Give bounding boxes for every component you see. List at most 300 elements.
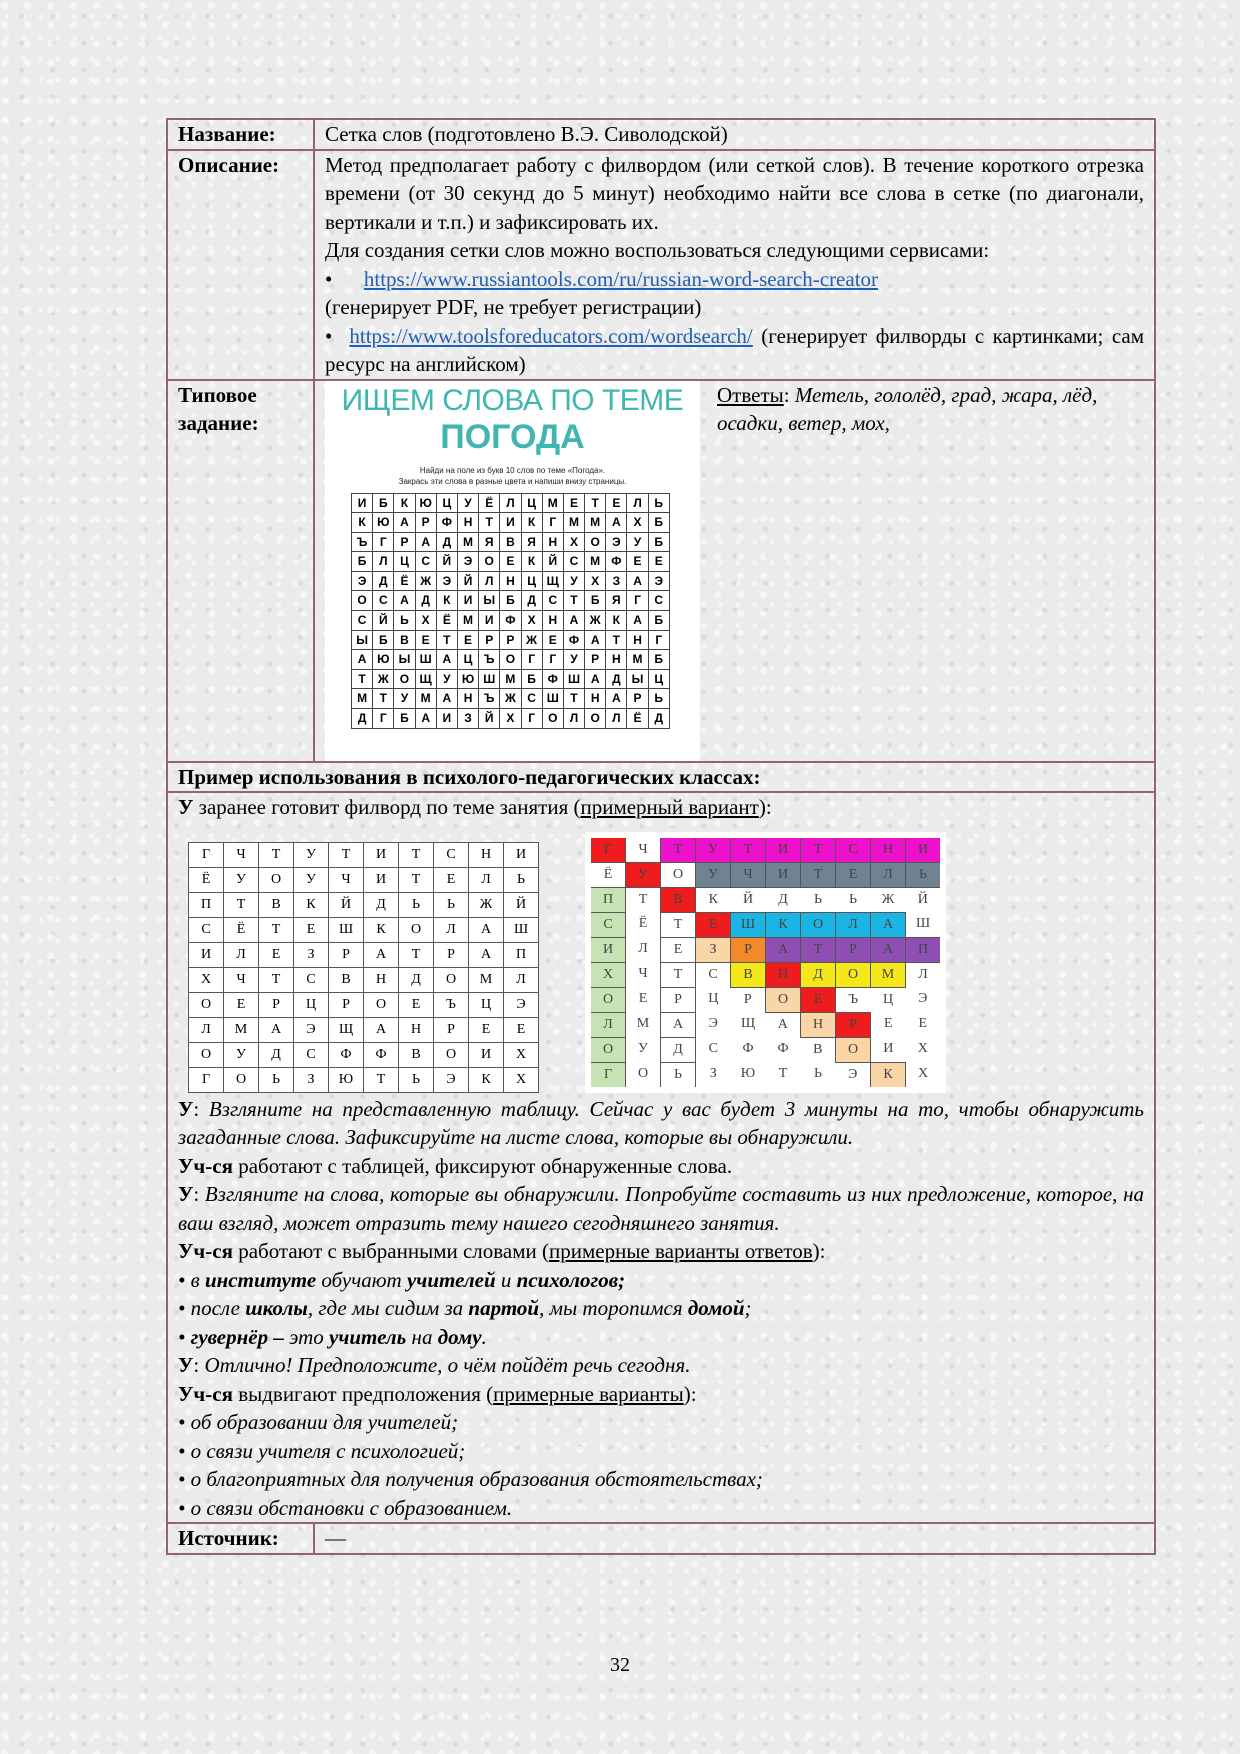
solved-grid-cell: Л — [638, 941, 648, 956]
plain-grid-cell: Н — [399, 1017, 434, 1042]
solved-grid-cell: Н — [871, 835, 906, 863]
weather-grid-cell: Ю — [373, 513, 394, 533]
weather-grid-cell: Ы — [627, 669, 648, 689]
weather-grid-cell: Ш — [415, 650, 436, 670]
weather-grid-cell: А — [415, 709, 436, 729]
weather-grid-cell: Е — [542, 630, 563, 650]
weather-grid-cell: Ф — [436, 513, 457, 533]
weather-grid-cell: Т — [563, 591, 584, 611]
row-example-header — [167, 762, 1155, 793]
weather-grid-cell: К — [394, 493, 415, 513]
plain-grid-cell: К — [469, 1067, 504, 1092]
plain-grid-cell: З — [294, 1067, 329, 1092]
plain-grid-cell: Ц — [469, 992, 504, 1017]
row-example-body — [167, 792, 1155, 1523]
plain-grid-cell: И — [364, 867, 399, 892]
plain-grid-cell: Н — [364, 967, 399, 992]
weather-grid-row — [352, 493, 670, 513]
plain-grid-cell: Х — [504, 1067, 539, 1092]
solved-grid-cell: Ъ — [848, 991, 859, 1007]
solved-grid-cell: Л — [836, 912, 871, 937]
plain-grid-cell: И — [469, 1042, 504, 1067]
task-subtitle-line1: Найди на поле из букв 10 слов по теме «Погода». — [419, 465, 606, 475]
solved-grid-cell: С — [836, 835, 871, 863]
solved-grid-cell: Т — [661, 835, 696, 863]
plain-grid-cell: М — [469, 967, 504, 992]
weather-grid-cell: Ы — [394, 650, 415, 670]
weather-grid-cell: Ц — [648, 669, 669, 689]
weather-grid-cell: Я — [606, 591, 627, 611]
plain-grid-row — [189, 1067, 539, 1092]
solved-grid-cell: О — [672, 866, 684, 882]
plain-grid-cell: И — [364, 842, 399, 867]
weather-grid-cell: Щ — [415, 669, 436, 689]
weather-grid-cell: И — [436, 709, 457, 729]
solved-grid-cell: Ш — [915, 916, 931, 931]
weather-grid-cell: Т — [352, 669, 373, 689]
weather-grid-cell: Й — [373, 611, 394, 631]
weather-grid-cell: В — [500, 532, 521, 552]
plain-grid-cell: Т — [399, 867, 434, 892]
solved-grid-cell: О — [588, 987, 626, 1012]
plain-grid-cell: К — [364, 917, 399, 942]
solved-grid-cell: А — [871, 912, 906, 937]
plain-grid-cell: А — [364, 1017, 399, 1042]
solved-grid-cell: Л — [871, 862, 906, 887]
solved-grid-row — [588, 1062, 943, 1090]
solved-grid-cell: У — [638, 1041, 648, 1056]
plain-grid-cell: Ч — [224, 967, 259, 992]
solved-grid-cell: О — [588, 1037, 626, 1062]
weather-grid-cell: Й — [457, 571, 478, 591]
plain-grid-row — [189, 1017, 539, 1042]
weather-grid-cell: Ю — [457, 669, 478, 689]
solved-grid-cell: В — [661, 887, 696, 912]
solved-grid-cell: Т — [778, 1066, 788, 1081]
solved-grid-cell: Т — [801, 937, 836, 962]
weather-grid-cell: К — [521, 513, 542, 533]
solved-wordsearch-grid — [585, 832, 946, 1093]
description-text: Метод предполагает работу с филвордом (или сеткой слов). В течение короткого отрезка времени (от 30 секунд до 5 минут) необходимо найти все слова в сетке (по диагонали, вертикали и т.п.) и зафиксировать их. — [325, 152, 1144, 234]
weather-grid-cell: Э — [606, 532, 627, 552]
weather-grid-cell: Д — [373, 571, 394, 591]
weather-grid-cell: С — [352, 611, 373, 631]
weather-grid-cell: Ц — [394, 552, 415, 572]
weather-grid-cell: Ж — [415, 571, 436, 591]
weather-grid-cell: Л — [606, 709, 627, 729]
solved-grid-cell: Е — [638, 991, 648, 1006]
solved-grid-cell: Ь — [906, 862, 944, 887]
teacher-line-3: У: Отлично! Предположите, о чём пойдёт речь сегодня. — [178, 1353, 691, 1377]
weather-grid-cell: С — [521, 689, 542, 709]
solved-grid-cell: Ь — [813, 1066, 823, 1081]
plain-grid-cell: У — [224, 867, 259, 892]
weather-grid-cell: Л — [479, 571, 500, 591]
plain-grid-cell: О — [434, 967, 469, 992]
weather-grid-cell: Т — [373, 689, 394, 709]
solved-grid-row — [588, 987, 943, 1012]
service-link-1[interactable]: https://www.russiantools.com/ru/russian-word-search-creator — [363, 266, 879, 291]
solved-grid-cell: С — [708, 1041, 718, 1056]
weather-grid-cell: Я — [479, 532, 500, 552]
plain-grid-cell: Т — [259, 917, 294, 942]
plain-grid-cell: Ж — [469, 892, 504, 917]
plain-grid-row — [189, 892, 539, 917]
weather-grid-cell: М — [585, 552, 606, 572]
services-intro: Для создания сетки слов можно воспользоваться следующими сервисами: — [325, 238, 990, 262]
weather-grid-cell: Э — [457, 552, 478, 572]
weather-grid-cell: Ъ — [479, 689, 500, 709]
weather-grid-cell: Г — [373, 709, 394, 729]
weather-grid-cell: Ф — [606, 552, 627, 572]
weather-grid-cell: Х — [627, 513, 648, 533]
plain-grid-cell: Ш — [329, 917, 364, 942]
weather-grid-cell: Х — [415, 611, 436, 631]
solved-grid-row — [588, 912, 943, 937]
weather-grid-cell: Б — [648, 650, 669, 670]
plain-grid-row — [189, 842, 539, 867]
solved-grid-cell: И — [883, 1041, 894, 1056]
weather-grid-cell: Ш — [563, 669, 584, 689]
weather-grid-cell: Т — [436, 630, 457, 650]
weather-grid-row — [352, 709, 670, 729]
example-grids — [178, 830, 1144, 1095]
weather-grid-cell: Ж — [500, 689, 521, 709]
weather-grid-cell: Б — [521, 669, 542, 689]
name-value: Сетка слов (подготовлено В.Э. Сиволодской) — [314, 119, 1155, 150]
solved-grid-cell: Ю — [740, 1066, 756, 1081]
solved-grid-cell: Ч — [731, 862, 766, 887]
plain-grid-cell: Т — [364, 1067, 399, 1092]
weather-grid-cell: Б — [394, 709, 415, 729]
solved-grid-cell: И — [906, 835, 944, 863]
solved-grid-cell: И — [588, 937, 626, 962]
plain-grid-cell: Х — [189, 967, 224, 992]
plain-grid-cell: Й — [329, 892, 364, 917]
plain-grid-cell: Н — [469, 842, 504, 867]
weather-grid-cell: Ц — [521, 493, 542, 513]
plain-grid-cell: Р — [434, 1017, 469, 1042]
weather-grid-cell: И — [352, 493, 373, 513]
solved-grid-cell: Е — [836, 862, 871, 887]
weather-grid-cell: У — [436, 669, 457, 689]
weather-grid-cell: М — [457, 611, 478, 631]
solved-grid-cell: У — [696, 862, 731, 887]
weather-grid-row — [352, 630, 670, 650]
solved-grid-cell: В — [813, 1041, 823, 1057]
task-title-line1: ИЩЕМ СЛОВА ПО ТЕМЕ — [341, 383, 684, 417]
weather-grid-cell: Х — [521, 611, 542, 631]
solved-grid-cell: Р — [731, 937, 766, 962]
solved-grid-cell: А — [871, 937, 906, 962]
weather-grid-cell: Х — [585, 571, 606, 591]
plain-grid-cell: С — [189, 917, 224, 942]
plain-grid-cell: Л — [189, 1017, 224, 1042]
solved-grid-row — [588, 862, 943, 887]
plain-grid-cell: Е — [504, 1017, 539, 1042]
plain-grid-cell: Т — [224, 892, 259, 917]
weather-grid-cell: Й — [436, 552, 457, 572]
plain-grid-cell: Е — [399, 992, 434, 1017]
row-typical-task — [167, 380, 1155, 762]
plain-grid-cell: Г — [189, 842, 224, 867]
weather-grid-cell: А — [627, 611, 648, 631]
plain-grid-cell: Т — [329, 842, 364, 867]
weather-grid-cell: Э — [436, 571, 457, 591]
plain-grid-cell: Э — [504, 992, 539, 1017]
weather-grid-cell: Ы — [479, 591, 500, 611]
weather-grid-cell: Н — [500, 571, 521, 591]
solved-grid-cell: Т — [661, 912, 696, 937]
weather-grid-cell: М — [563, 513, 584, 533]
solved-grid-cell: О — [836, 962, 871, 987]
variant-4: • о связи обстановки с образованием. — [178, 1495, 513, 1520]
solved-grid-cell: Г — [588, 1062, 626, 1090]
weather-grid-cell: Ь — [648, 689, 669, 709]
weather-grid-cell: Г — [521, 650, 542, 670]
weather-grid-cell: Ё — [627, 709, 648, 729]
plain-grid-cell: Е — [434, 867, 469, 892]
weather-grid-cell: Л — [373, 552, 394, 572]
weather-grid-cell: Ш — [479, 669, 500, 689]
solved-grid-cell: Т — [801, 862, 836, 887]
plain-grid-cell: Л — [504, 967, 539, 992]
plain-grid-row — [189, 992, 539, 1017]
weather-grid-cell: Б — [373, 630, 394, 650]
solved-grid-cell: Т — [801, 835, 836, 863]
weather-grid-row — [352, 513, 670, 533]
plain-grid-cell: В — [329, 967, 364, 992]
solved-grid-cell: У — [696, 835, 731, 863]
row-name — [167, 119, 1155, 150]
solved-grid-cell: Ё — [603, 866, 613, 882]
weather-grid-cell: Ё — [394, 571, 415, 591]
solved-grid-cell: Х — [917, 1041, 928, 1056]
solved-grid-cell: Т — [731, 835, 766, 863]
weather-grid-cell: И — [479, 611, 500, 631]
weather-grid-cell: А — [436, 689, 457, 709]
plain-grid-cell: Й — [504, 892, 539, 917]
solved-grid-cell: Й — [917, 891, 928, 907]
weather-grid-cell: Г — [521, 709, 542, 729]
weather-grid-cell: М — [585, 513, 606, 533]
weather-grid-cell: Э — [648, 571, 669, 591]
plain-grid-cell: Л — [469, 867, 504, 892]
plain-grid-cell: С — [294, 1042, 329, 1067]
solved-grid-cell: Р — [661, 987, 696, 1012]
weather-grid-cell: З — [606, 571, 627, 591]
weather-grid-cell: Н — [542, 611, 563, 631]
weather-grid-cell: Ы — [352, 630, 373, 650]
solved-grid-cell: А — [766, 937, 801, 962]
solved-grid-cell: Ь — [813, 891, 823, 907]
variant-2: • о связи учителя с психологией; — [178, 1438, 466, 1463]
name-label: Название: — [167, 119, 314, 150]
task-label: Типовое задание: — [167, 380, 314, 762]
weather-grid-cell: Ж — [521, 630, 542, 650]
weather-grid-cell: Ф — [563, 630, 584, 650]
weather-grid-cell: А — [627, 571, 648, 591]
example-body — [167, 792, 1155, 1523]
weather-grid-cell: Ф — [542, 669, 563, 689]
weather-grid-cell: У — [627, 532, 648, 552]
solved-grid-cell: В — [731, 962, 766, 987]
plain-grid-cell: О — [434, 1042, 469, 1067]
weather-grid-cell: Р — [415, 513, 436, 533]
weather-grid-cell: О — [585, 709, 606, 729]
solved-grid-cell: М — [871, 962, 906, 987]
task-subtitle — [355, 465, 670, 487]
row-description — [167, 150, 1155, 380]
weather-grid-cell: А — [352, 650, 373, 670]
plain-grid-cell: Т — [399, 842, 434, 867]
weather-grid-cell: К — [352, 513, 373, 533]
weather-grid-cell: С — [415, 552, 436, 572]
weather-grid-cell: Т — [585, 493, 606, 513]
answers-text: Метель, гололёд, град, жара, лёд, осадки, ветер, мох, — [717, 382, 1098, 435]
plain-grid-cell: Д — [399, 967, 434, 992]
weather-grid-cell: Б — [352, 552, 373, 572]
plain-grid-cell: М — [224, 1017, 259, 1042]
weather-grid-cell: Е — [627, 552, 648, 572]
weather-grid-cell: Ц — [457, 650, 478, 670]
weather-grid-cell: Ю — [415, 493, 436, 513]
plain-grid-cell: Е — [224, 992, 259, 1017]
plain-grid-cell: Т — [259, 967, 294, 992]
plain-grid-cell: И — [504, 842, 539, 867]
weather-grid-cell: Й — [542, 552, 563, 572]
description-label: Описание: — [167, 150, 314, 380]
weather-grid-cell: М — [415, 689, 436, 709]
plain-grid-cell: Э — [434, 1067, 469, 1092]
weather-letter-grid — [351, 493, 670, 729]
plain-grid-cell: Ь — [434, 892, 469, 917]
weather-grid-cell: О — [394, 669, 415, 689]
plain-grid-cell: Ъ — [434, 992, 469, 1017]
weather-grid-cell: Ж — [585, 611, 606, 631]
weather-grid-cell: Д — [521, 591, 542, 611]
solved-grid-cell: У — [626, 862, 661, 887]
weather-grid-cell: О — [352, 591, 373, 611]
weather-grid-cell: Г — [542, 650, 563, 670]
plain-grid-cell: О — [364, 992, 399, 1017]
plain-grid-cell: Р — [434, 942, 469, 967]
solved-grid-cell: А — [777, 1016, 788, 1032]
weather-grid-cell: У — [457, 493, 478, 513]
sentence-1: • в институте обучают учителей и психологов; — [178, 1267, 626, 1292]
teacher-line-1: У: Взгляните на представленную таблицу. Сейчас у вас будет 3 минуты на то, чтобы обнаружить загаданные слова. Зафиксируйте на листе слова, которые вы обнаружили. — [178, 1096, 1144, 1149]
plain-grid-cell: А — [469, 917, 504, 942]
plain-grid-cell: О — [224, 1067, 259, 1092]
weather-grid-cell: Т — [563, 689, 584, 709]
solved-grid-cell: Ш — [731, 912, 766, 937]
weather-grid-cell: Р — [627, 689, 648, 709]
weather-grid-cell: Е — [648, 552, 669, 572]
solved-grid-cell: Ф — [777, 1041, 789, 1056]
solved-grid-cell: Ч — [638, 966, 648, 981]
plain-grid-cell: Е — [469, 1017, 504, 1042]
plain-grid-row — [189, 1042, 539, 1067]
weather-grid-cell: А — [436, 650, 457, 670]
service-link-2[interactable]: https://www.toolsforeducators.com/wordsearch/ — [349, 323, 753, 348]
solved-grid-cell: И — [766, 835, 801, 863]
plain-grid-cell: Ш — [504, 917, 539, 942]
plain-grid-cell: О — [259, 867, 294, 892]
solved-grid-cell: Ь — [848, 891, 858, 907]
weather-grid-row — [352, 669, 670, 689]
solved-grid-cell: Э — [848, 1066, 858, 1082]
weather-grid-cell: Ц — [436, 493, 457, 513]
weather-grid-cell: Б — [500, 591, 521, 611]
solved-grid-cell: Е — [696, 912, 731, 937]
weather-grid-cell: Х — [563, 532, 584, 552]
plain-grid-cell: В — [259, 892, 294, 917]
weather-grid-cell: А — [585, 630, 606, 650]
example-intro: У заранее готовит филворд по теме занятия (примерный вариант): — [178, 795, 772, 819]
weather-grid-cell: Н — [627, 630, 648, 650]
solved-grid-cell: К — [871, 1062, 906, 1090]
weather-grid-cell: Б — [648, 532, 669, 552]
solved-grid-cell: Д — [661, 1037, 696, 1062]
weather-grid-cell: С — [563, 552, 584, 572]
solved-grid-cell: Х — [588, 962, 626, 987]
weather-grid-cell: О — [479, 552, 500, 572]
weather-grid-cell: Ё — [479, 493, 500, 513]
solved-grid-cell: И — [766, 862, 801, 887]
solved-grid-cell: Н — [801, 1012, 836, 1037]
plain-grid-cell: Е — [294, 917, 329, 942]
weather-grid-cell: А — [415, 532, 436, 552]
sentence-3: • гувернёр – это учитель на дому. — [178, 1324, 487, 1349]
service-note-2: (генерирует филворды с картинками; сам ресурс на английском) — [325, 323, 1145, 376]
plain-grid-row — [189, 942, 539, 967]
weather-grid-cell: С — [648, 591, 669, 611]
plain-grid-cell: П — [189, 892, 224, 917]
plain-grid-cell: Ю — [329, 1067, 364, 1092]
solved-grid-cell: Ё — [638, 916, 648, 931]
solved-grid-cell: К — [766, 912, 801, 937]
solved-grid-cell: С — [588, 912, 626, 937]
solved-grid-cell: О — [637, 1066, 649, 1081]
task-title-line2: ПОГОДА — [440, 417, 585, 456]
plain-grid-cell: Х — [504, 1042, 539, 1067]
solved-grid-row — [588, 1037, 943, 1062]
solved-grid-row — [588, 887, 943, 912]
plain-grid-cell: Щ — [329, 1017, 364, 1042]
weather-grid-cell: Г — [627, 591, 648, 611]
plain-grid-cell: Е — [259, 942, 294, 967]
weather-grid-row — [352, 650, 670, 670]
weather-grid-cell: У — [394, 689, 415, 709]
solved-grid-cell: Д — [778, 891, 788, 907]
solved-grid-cell: Т — [661, 962, 696, 987]
weather-grid-cell: М — [542, 493, 563, 513]
plain-wordsearch-grid — [188, 842, 539, 1093]
plain-grid-cell: З — [294, 942, 329, 967]
weather-grid-cell: Е — [415, 630, 436, 650]
weather-grid-cell: А — [606, 513, 627, 533]
plain-grid-cell: И — [189, 942, 224, 967]
weather-grid-cell: Л — [563, 709, 584, 729]
solved-grid-cell: Ц — [882, 991, 894, 1007]
weather-grid-cell: М — [627, 650, 648, 670]
weather-grid-row — [352, 689, 670, 709]
solved-grid-cell: О — [766, 987, 801, 1012]
plain-grid-cell: Ь — [259, 1067, 294, 1092]
solved-grid-cell: Х — [917, 1066, 929, 1081]
solved-grid-cell: Э — [708, 1016, 718, 1031]
weather-grid-cell: К — [606, 611, 627, 631]
